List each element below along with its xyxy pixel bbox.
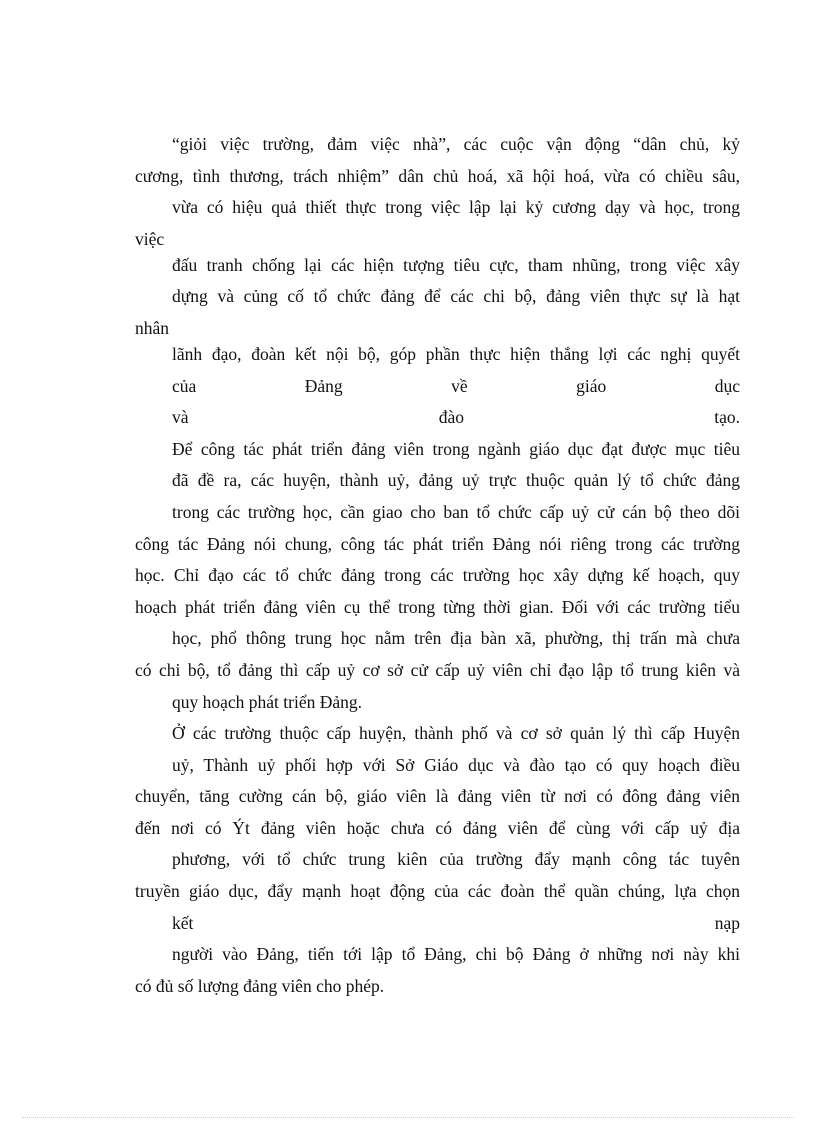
- text-line: của Đảng về giáo dục: [172, 375, 740, 396]
- text-line: đến nơi có Ýt đảng viên hoặc chưa có đảng viên để cùng với cấp uỷ địa: [135, 817, 740, 838]
- text-line: phương, với tổ chức trung kiên của trường đẩy mạnh công tác tuyên: [172, 849, 740, 870]
- text-line: quy hoạch phát triển Đảng.: [172, 691, 363, 712]
- text-line: Ở các trường thuộc cấp huyện, thành phố và cơ sở quản lý thì cấp Huyện: [172, 723, 740, 744]
- body-text: [135, 131, 740, 1004]
- text-line: trong các trường học, cần giao cho ban tổ chức cấp uỷ cử cán bộ theo dõi: [172, 501, 740, 522]
- text-line: học. Chỉ đạo các tổ chức đảng trong các trường học xây dựng kế hoạch, quy: [135, 565, 740, 586]
- text-line: kết nạp: [172, 912, 740, 933]
- text-line: hoạch phát triển đảng viên cụ thể trong từng thời gian. Đối với các trường tiểu: [135, 596, 740, 617]
- text-line: nhân: [135, 317, 170, 338]
- text-line: cương, tình thương, trách nhiệm” dân chủ hoá, xã hội hoá, vừa có chiều sâu,: [135, 165, 740, 186]
- text-line: Để công tác phát triển đảng viên trong ngành giáo dục đạt được mục tiêu: [172, 438, 740, 459]
- text-line: vừa có hiệu quả thiết thực trong việc lập lại kỷ cương dạy và học, trong: [172, 197, 740, 218]
- text-line: “giỏi việc trường, đảm việc nhà”, các cuộc vận động “dân chủ, kỷ: [172, 134, 740, 154]
- text-line: người vào Đảng, tiến tới lập tổ Đảng, chi bộ Đảng ở những nơi này khi: [172, 944, 740, 965]
- text-line: truyền giáo dục, đẩy mạnh hoạt động của các đoàn thể quần chúng, lựa chọn: [135, 881, 740, 902]
- text-line: dựng và củng cố tổ chức đảng để các chi bộ, đảng viên thực sự là hạt: [172, 286, 740, 307]
- text-line: lãnh đạo, đoàn kết nội bộ, góp phần thực hiện thắng lợi các nghị quyết: [172, 343, 740, 364]
- text-line: đấu tranh chống lại các hiện tượng tiêu cực, tham nhũng, trong việc xây: [172, 254, 740, 275]
- text-line: có đủ số lượng đảng viên cho phép.: [135, 975, 385, 996]
- text-line: uỷ, Thành uỷ phối hợp với Sở Giáo dục và đào tạo có quy hoạch điều: [172, 754, 740, 775]
- text-line: việc: [135, 228, 165, 249]
- text-line: có chi bộ, tổ đảng thì cấp uỷ cơ sở cử cấp uỷ viên chỉ đạo lập tổ trung kiên và: [135, 659, 740, 680]
- text-line: công tác Đảng nói chung, công tác phát triển Đảng nói riêng trong các trường: [135, 533, 740, 554]
- page-bottom-divider: [22, 1117, 794, 1118]
- text-line: chuyển, tăng cường cán bộ, giáo viên là đảng viên từ nơi có đông đảng viên: [135, 786, 740, 807]
- text-line: và đào tạo.: [172, 407, 740, 428]
- text-line: học, phổ thông trung học nằm trên địa bàn xã, phường, thị trấn mà chưa: [172, 628, 740, 649]
- text-line: đã đề ra, các huyện, thành uỷ, đảng uỷ trực thuộc quản lý tổ chức đảng: [172, 470, 740, 491]
